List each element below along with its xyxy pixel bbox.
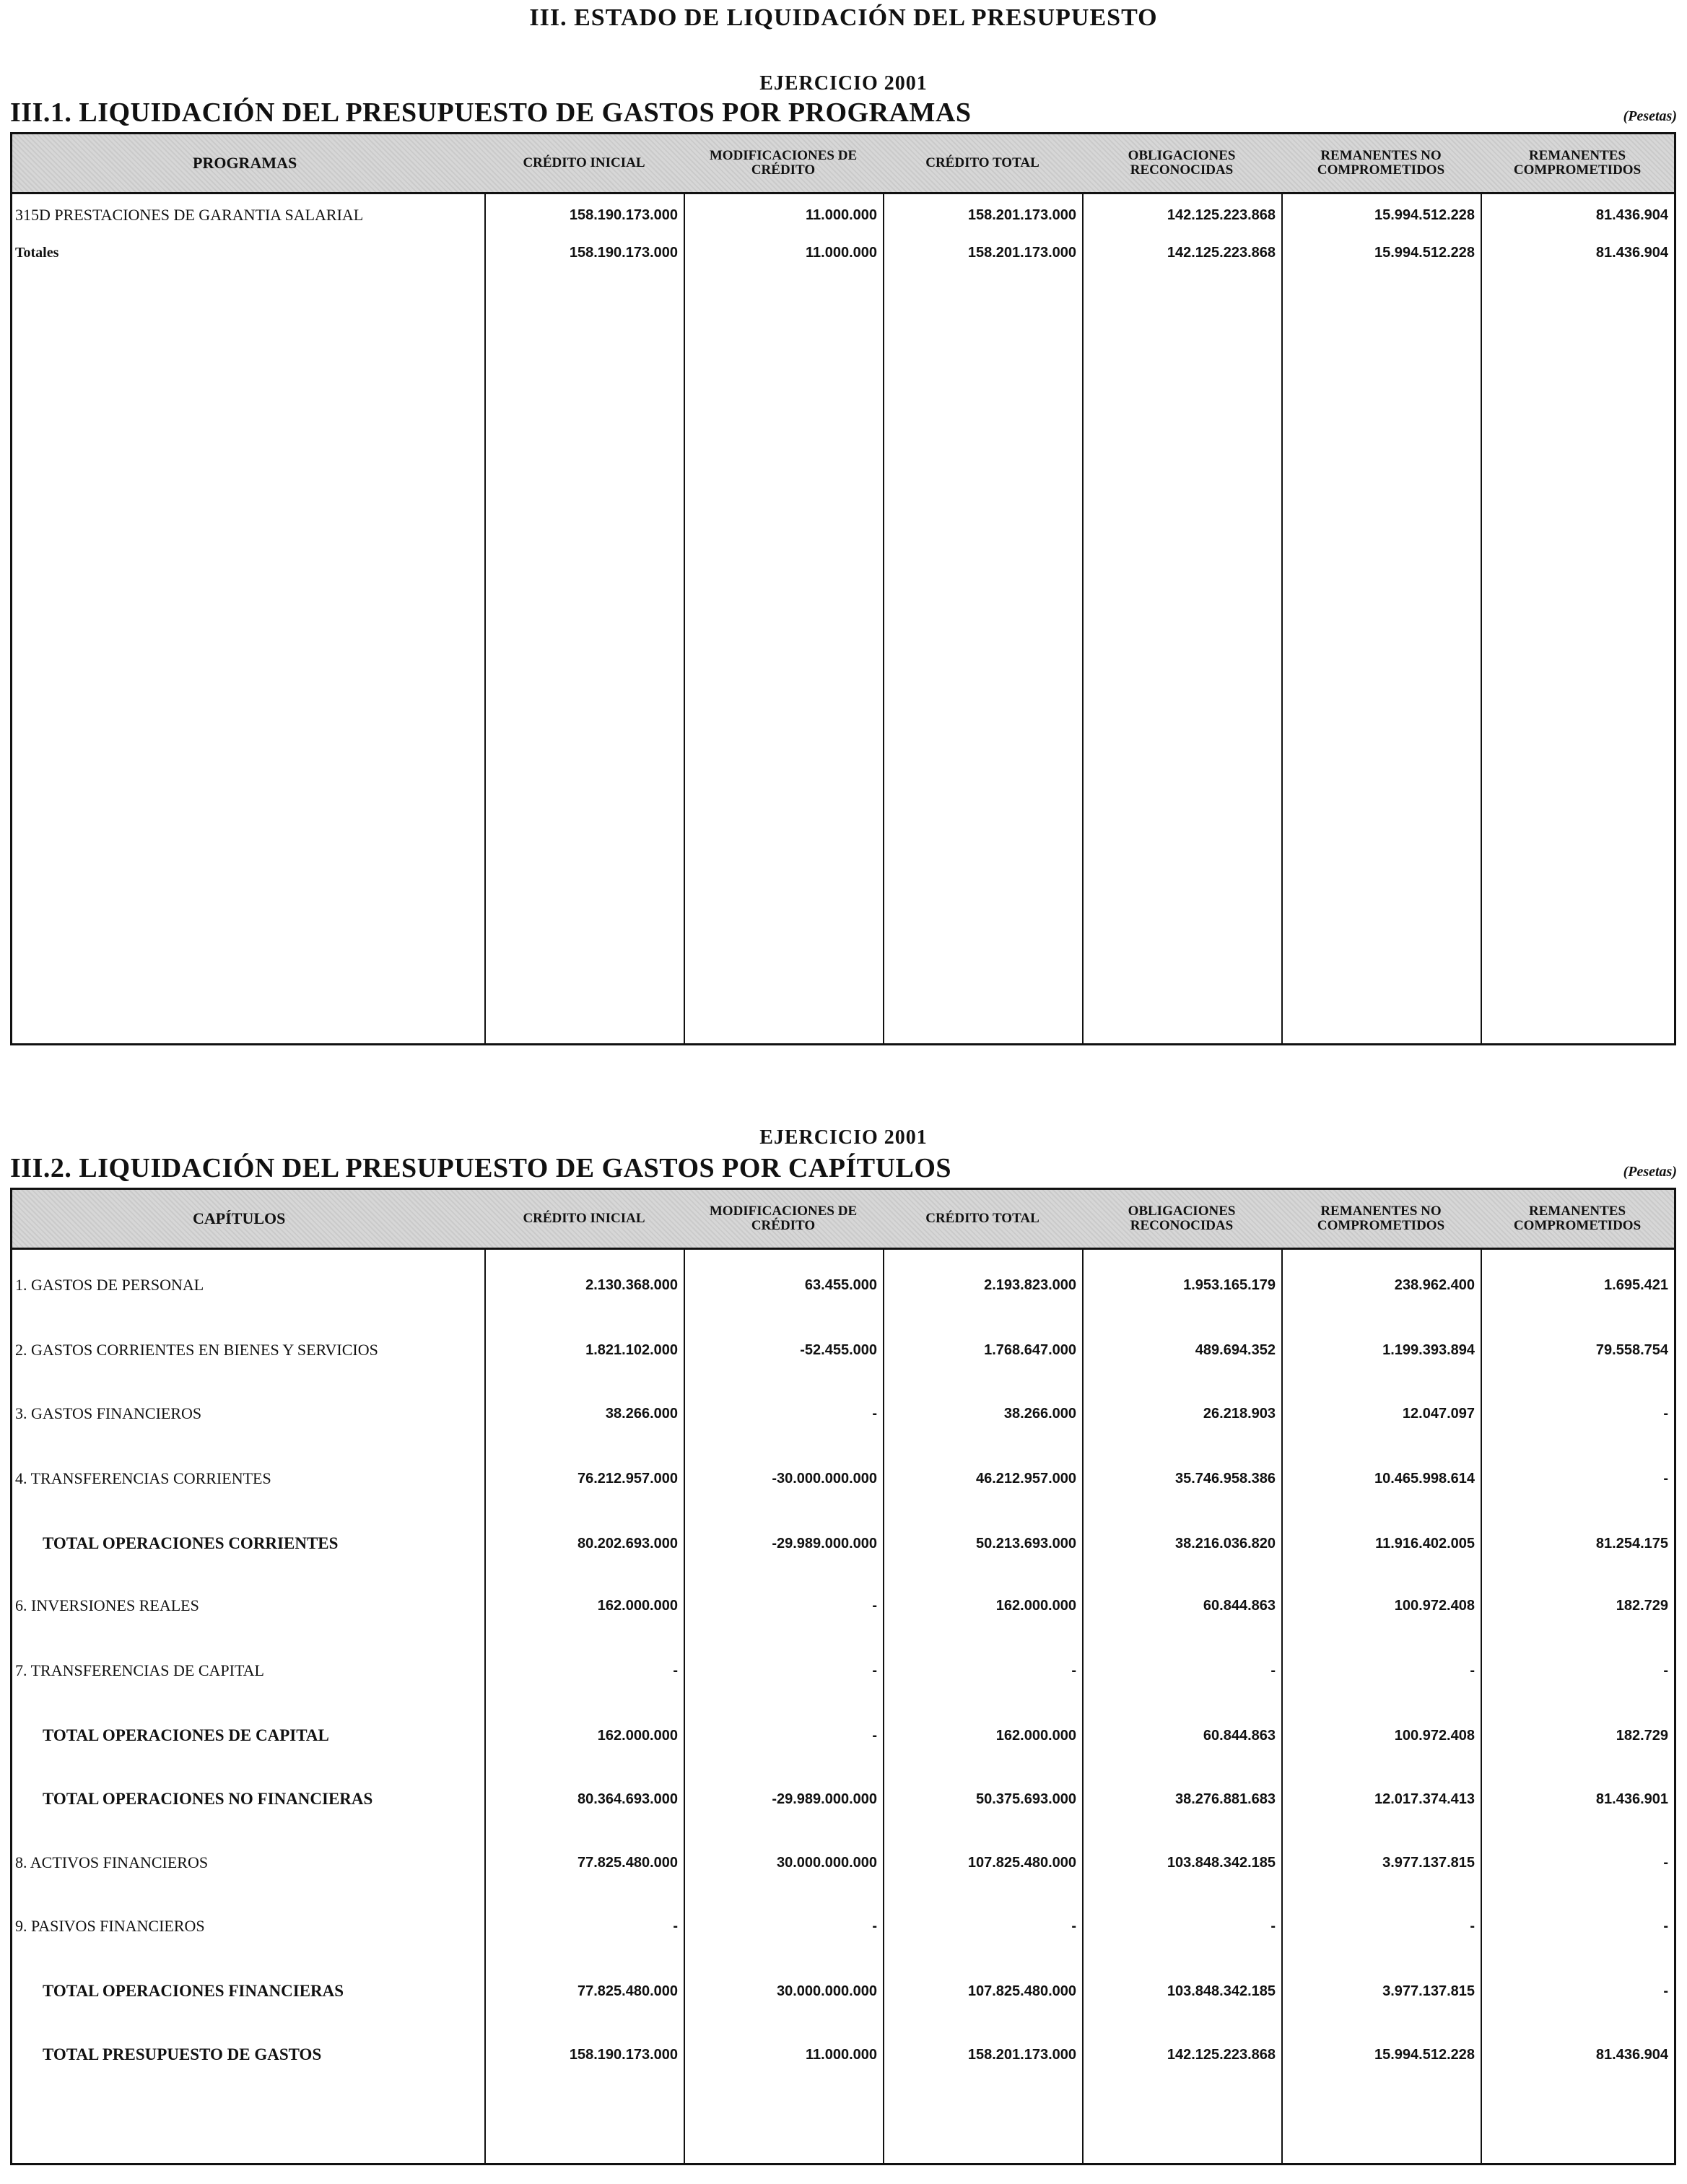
row-label: 7. TRANSFERENCIAS DE CAPITAL: [15, 1661, 264, 1679]
cell-obligaciones: 35.746.958.386: [1174, 1470, 1276, 1487]
cell-credito-inicial: 77.825.480.000: [577, 1854, 678, 1871]
table-row: [12, 1529, 1674, 1558]
cell-obligaciones: 38.276.881.683: [1174, 1791, 1276, 1807]
table-row: [12, 1271, 1674, 1300]
column-header: MODIFICACIONES DE CRÉDITO: [709, 148, 858, 178]
cell-modificaciones: -29.989.000.000: [772, 1791, 877, 1807]
cell-modificaciones: 11.000.000: [806, 2046, 877, 2063]
cell-modificaciones: 11.000.000: [806, 244, 877, 261]
cell-rem-comp: 81.436.901: [1595, 1791, 1668, 1807]
cell-credito-inicial: 77.825.480.000: [577, 1983, 678, 1999]
cell-credito-inicial: 158.190.173.000: [569, 244, 678, 261]
cell-modificaciones: -: [872, 1662, 877, 1679]
cell-rem-comp: 79.558.754: [1595, 1341, 1668, 1358]
cell-credito-inicial: 80.364.693.000: [577, 1791, 678, 1807]
cell-rem-comp: 81.436.904: [1595, 206, 1668, 223]
cell-credito-total: 162.000.000: [995, 1727, 1076, 1744]
cell-rem-no-comp: 11.916.402.005: [1375, 1535, 1475, 1552]
cell-rem-no-comp: -: [1470, 1918, 1475, 1934]
cell-obligaciones: 103.848.342.185: [1167, 1854, 1276, 1871]
table-row: [12, 1977, 1674, 2006]
row-label: TOTAL OPERACIONES DE CAPITAL: [43, 1726, 329, 1744]
cell-credito-total: 158.201.173.000: [967, 2046, 1076, 2063]
cell-rem-comp: -: [1663, 1662, 1668, 1679]
cell-rem-comp: 182.729: [1616, 1727, 1668, 1744]
cell-credito-total: 158.201.173.000: [967, 244, 1076, 261]
row-label: TOTAL PRESUPUESTO DE GASTOS: [43, 2045, 322, 2063]
table-row: [12, 1591, 1674, 1620]
cell-credito-total: 158.201.173.000: [967, 206, 1076, 223]
column-divider: [1281, 134, 1283, 1043]
column-header: REMANENTES NO COMPROMETIDOS: [1317, 148, 1445, 178]
capitulos-table: [10, 1188, 1676, 2165]
row-label: 3. GASTOS FINANCIEROS: [15, 1404, 202, 1422]
row-label: TOTAL OPERACIONES NO FINANCIERAS: [43, 1790, 373, 1808]
table-row: [12, 1912, 1674, 1941]
cell-modificaciones: 30.000.000.000: [776, 1983, 877, 1999]
row-label: 6. INVERSIONES REALES: [15, 1596, 199, 1614]
cell-rem-comp: 81.436.904: [1595, 2046, 1668, 2063]
column-header: PROGRAMAS: [193, 154, 297, 172]
cell-obligaciones: 60.844.863: [1203, 1727, 1276, 1744]
column-header: REMANENTES COMPROMETIDOS: [1513, 1204, 1642, 1233]
cell-obligaciones: 103.848.342.185: [1167, 1983, 1276, 1999]
cell-modificaciones: 30.000.000.000: [776, 1854, 877, 1871]
cell-credito-inicial: 2.130.368.000: [585, 1276, 678, 1293]
cell-rem-comp: -: [1663, 1854, 1668, 1871]
section1-units: (Pesetas): [1623, 108, 1677, 124]
column-divider: [1082, 134, 1084, 1043]
cell-rem-comp: -: [1663, 1405, 1668, 1422]
cell-credito-inicial: 158.190.173.000: [569, 2046, 678, 2063]
table-row: [12, 1721, 1674, 1750]
cell-rem-comp: 182.729: [1616, 1597, 1668, 1614]
cell-credito-total: 2.193.823.000: [984, 1276, 1076, 1293]
table-row: [12, 238, 1674, 267]
cell-modificaciones: -52.455.000: [800, 1341, 877, 1358]
cell-modificaciones: 11.000.000: [806, 206, 877, 223]
table-row: [12, 1399, 1674, 1428]
cell-obligaciones: 142.125.223.868: [1167, 244, 1276, 261]
cell-obligaciones: 489.694.352: [1195, 1341, 1276, 1358]
column-header: REMANENTES COMPROMETIDOS: [1513, 148, 1642, 178]
table-row: [12, 1464, 1674, 1493]
cell-rem-comp: -: [1663, 1470, 1668, 1487]
cell-modificaciones: 63.455.000: [804, 1276, 877, 1293]
section2-title: III.2. LIQUIDACIÓN DEL PRESUPUESTO DE GASTOS POR CAPÍTULOS: [10, 1153, 952, 1183]
cell-credito-inicial: -: [673, 1918, 678, 1934]
cell-rem-comp: -: [1663, 1918, 1668, 1934]
cell-rem-comp: 1.695.421: [1604, 1276, 1668, 1293]
cell-rem-no-comp: 3.977.137.815: [1382, 1854, 1475, 1871]
cell-credito-inicial: 162.000.000: [597, 1727, 678, 1744]
page-title: III. ESTADO DE LIQUIDACIÓN DEL PRESUPUESTO: [529, 4, 1158, 31]
cell-credito-inicial: -: [673, 1662, 678, 1679]
row-label: TOTAL OPERACIONES CORRIENTES: [43, 1534, 339, 1552]
row-label: 2. GASTOS CORRIENTES EN BIENES Y SERVICIOS: [15, 1341, 378, 1359]
cell-rem-no-comp: 15.994.512.228: [1374, 244, 1475, 261]
cell-credito-total: -: [1071, 1662, 1076, 1679]
cell-obligaciones: 142.125.223.868: [1167, 206, 1276, 223]
cell-credito-total: 50.375.693.000: [975, 1791, 1076, 1807]
cell-obligaciones: 142.125.223.868: [1167, 2046, 1276, 2063]
column-header: CRÉDITO TOTAL: [925, 155, 1039, 170]
cell-obligaciones: -: [1270, 1918, 1276, 1934]
row-label: 8. ACTIVOS FINANCIEROS: [15, 1853, 209, 1871]
cell-credito-total: 107.825.480.000: [967, 1854, 1076, 1871]
column-header: MODIFICACIONES DE CRÉDITO: [709, 1204, 858, 1233]
section1-ejercicio: EJERCICIO 2001: [759, 72, 928, 95]
cell-modificaciones: -30.000.000.000: [772, 1470, 877, 1487]
table-header: [12, 134, 1674, 194]
row-label: 315D PRESTACIONES DE GARANTIA SALARIAL: [15, 206, 364, 224]
cell-credito-inicial: 158.190.173.000: [569, 206, 678, 223]
cell-credito-inicial: 162.000.000: [597, 1597, 678, 1614]
section2-ejercicio: EJERCICIO 2001: [759, 1126, 928, 1149]
section1-title: III.1. LIQUIDACIÓN DEL PRESUPUESTO DE GASTOS POR PROGRAMAS: [10, 97, 972, 128]
row-label: 9. PASIVOS FINANCIEROS: [15, 1917, 205, 1935]
cell-credito-total: 46.212.957.000: [975, 1470, 1076, 1487]
cell-rem-no-comp: 1.199.393.894: [1382, 1341, 1475, 1358]
cell-credito-total: 50.213.693.000: [975, 1535, 1076, 1552]
cell-rem-no-comp: -: [1470, 1662, 1475, 1679]
column-header: CRÉDITO INICIAL: [523, 1211, 645, 1226]
column-header: OBLIGACIONES RECONOCIDAS: [1128, 148, 1236, 178]
cell-credito-total: 107.825.480.000: [967, 1983, 1076, 1999]
cell-credito-total: 38.266.000: [1003, 1405, 1076, 1422]
column-divider: [484, 134, 486, 1043]
column-divider: [883, 134, 884, 1043]
table-row: [12, 1848, 1674, 1877]
table-row: [12, 201, 1674, 230]
row-label: Totales: [15, 244, 59, 261]
cell-rem-no-comp: 15.994.512.228: [1374, 2046, 1475, 2063]
cell-credito-inicial: 1.821.102.000: [585, 1341, 678, 1358]
cell-rem-comp: -: [1663, 1983, 1668, 1999]
cell-credito-total: 1.768.647.000: [984, 1341, 1076, 1358]
cell-obligaciones: 60.844.863: [1203, 1597, 1276, 1614]
cell-credito-total: -: [1071, 1918, 1076, 1934]
table-row: [12, 2040, 1674, 2069]
row-label: 1. GASTOS DE PERSONAL: [15, 1276, 204, 1294]
cell-modificaciones: -29.989.000.000: [772, 1535, 877, 1552]
cell-credito-inicial: 38.266.000: [605, 1405, 678, 1422]
table-header: [12, 1190, 1674, 1250]
column-header: REMANENTES NO COMPROMETIDOS: [1317, 1204, 1445, 1233]
cell-credito-total: 162.000.000: [995, 1597, 1076, 1614]
row-label: 4. TRANSFERENCIAS CORRIENTES: [15, 1469, 271, 1487]
cell-obligaciones: 1.953.165.179: [1183, 1276, 1276, 1293]
column-divider: [684, 134, 685, 1043]
programas-table: [10, 132, 1676, 1045]
column-header: CRÉDITO INICIAL: [523, 155, 645, 170]
cell-modificaciones: -: [872, 1597, 877, 1614]
column-header: CAPÍTULOS: [193, 1209, 286, 1227]
cell-obligaciones: 26.218.903: [1203, 1405, 1276, 1422]
cell-credito-inicial: 76.212.957.000: [577, 1470, 678, 1487]
cell-obligaciones: -: [1270, 1662, 1276, 1679]
cell-rem-no-comp: 15.994.512.228: [1374, 206, 1475, 223]
table-row: [12, 1785, 1674, 1814]
table-row: [12, 1656, 1674, 1685]
cell-rem-no-comp: 12.017.374.413: [1374, 1791, 1475, 1807]
section2-units: (Pesetas): [1623, 1164, 1677, 1180]
cell-rem-no-comp: 12.047.097: [1402, 1405, 1475, 1422]
cell-rem-no-comp: 100.972.408: [1394, 1597, 1475, 1614]
column-divider: [1481, 134, 1482, 1043]
cell-rem-no-comp: 100.972.408: [1394, 1727, 1475, 1744]
row-label: TOTAL OPERACIONES FINANCIERAS: [43, 1982, 344, 2000]
cell-modificaciones: -: [872, 1727, 877, 1744]
cell-rem-comp: 81.436.904: [1595, 244, 1668, 261]
column-header: CRÉDITO TOTAL: [925, 1211, 1039, 1226]
cell-modificaciones: -: [872, 1405, 877, 1422]
cell-rem-no-comp: 238.962.400: [1394, 1276, 1475, 1293]
cell-rem-no-comp: 3.977.137.815: [1382, 1983, 1475, 1999]
cell-rem-comp: 81.254.175: [1595, 1535, 1668, 1552]
column-header: OBLIGACIONES RECONOCIDAS: [1128, 1204, 1236, 1233]
table-row: [12, 1336, 1674, 1365]
cell-credito-inicial: 80.202.693.000: [577, 1535, 678, 1552]
cell-rem-no-comp: 10.465.998.614: [1374, 1470, 1475, 1487]
cell-obligaciones: 38.216.036.820: [1174, 1535, 1276, 1552]
cell-modificaciones: -: [872, 1918, 877, 1934]
